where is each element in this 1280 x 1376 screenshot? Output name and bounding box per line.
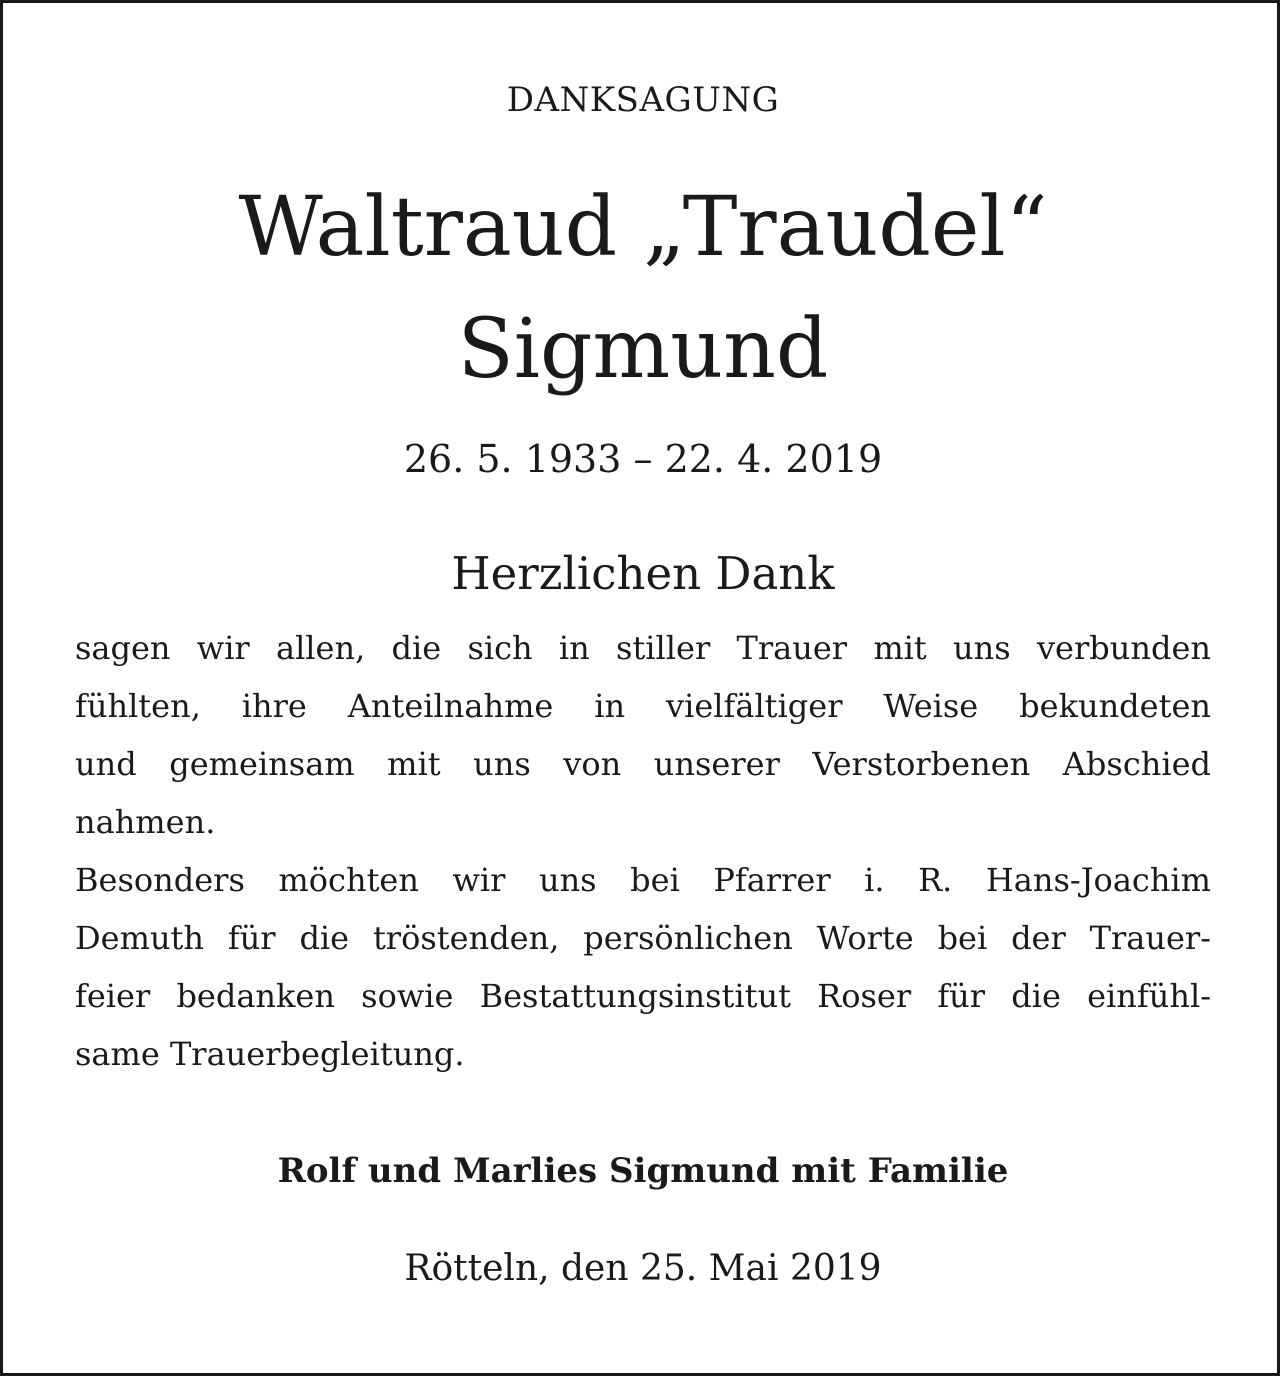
thanks-title: Herzlichen Dank <box>451 547 835 600</box>
body-line-6: Demuth für die tröstenden, persönlichen Worte bei der Trauer- <box>75 919 1211 957</box>
body-line-3: und gemeinsam mit uns von unserer Verstorbenen Abschied <box>75 745 1211 783</box>
life-dates: 26. 5. 1933 – 22. 4. 2019 <box>403 437 883 481</box>
body-line-2: fühlten, ihre Anteilnahme in vielfältiger Weise bekundeten <box>75 687 1211 725</box>
deceased-name-line-1: Waltraud „Traudel“ <box>238 180 1048 275</box>
signature: Rolf und Marlies Sigmund mit Familie <box>277 1151 1009 1191</box>
body-line-4: nahmen. <box>75 803 216 841</box>
body-line-5: Besonders möchten wir uns bei Pfarrer i. R. Hans-Joachim <box>75 861 1211 899</box>
body-line-7: feier bedanken sowie Bestattungsinstitut Roser für die einfühl- <box>75 977 1211 1015</box>
place-and-date: Rötteln, den 25. Mai 2019 <box>404 1248 882 1289</box>
thanks-body-text <box>75 619 1211 1083</box>
body-line-8: same Trauerbegleitung. <box>75 1035 465 1073</box>
body-line-1: sagen wir allen, die sich in stiller Trauer mit uns verbunden <box>75 629 1211 667</box>
notice-heading: DANKSAGUNG <box>506 80 780 120</box>
deceased-name-line-2: Sigmund <box>457 302 829 397</box>
